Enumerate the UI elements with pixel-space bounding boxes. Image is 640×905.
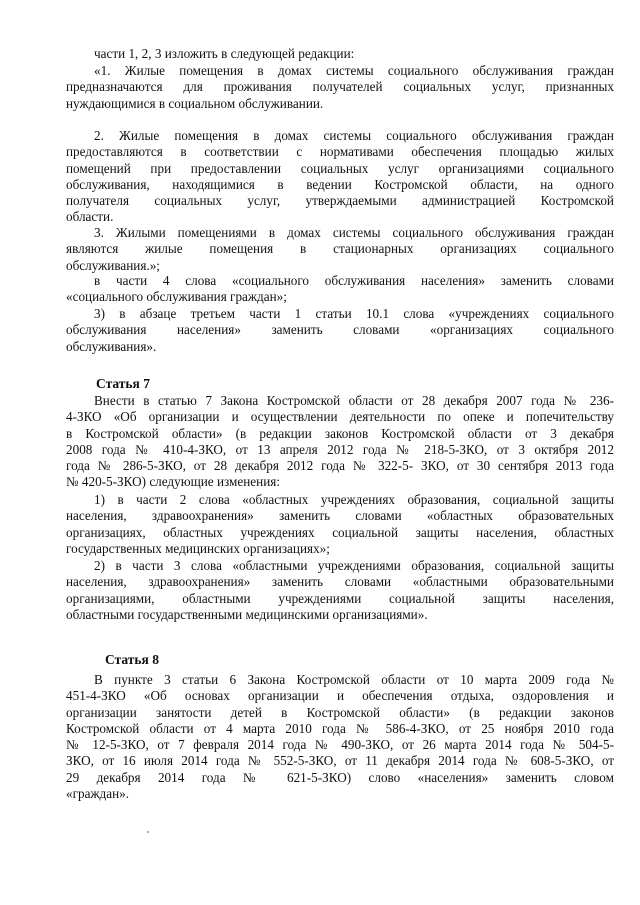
text-line: 2008 года № 410-4-ЗКО, от 13 апреля 2012 года № 218-5-ЗКО, от 3 октября 2012: [66, 441, 614, 457]
article-8-heading: Статья 8: [105, 652, 159, 667]
text-line: области.: [66, 209, 114, 225]
text-line: 451-4-ЗКО «Об основах организации и обеспечения отдыха, оздоровления и: [66, 688, 614, 704]
text-line: предоставляются в соответствии с нормативами обеспечения площадью жилых: [66, 144, 614, 160]
text-line: 2) в части 3 слова «областными учреждениями образования, социальной защиты: [94, 558, 614, 573]
scan-speck: [147, 831, 149, 833]
paragraph-item-1: [66, 63, 614, 112]
text-line: № 420-5-ЗКО) следующие изменения:: [66, 474, 280, 490]
paragraph-item-4: [66, 273, 614, 306]
text-line: получателя социальных услуг, утверждаемыми администрацией Костромской: [66, 193, 614, 209]
article-7-paragraph-2: [66, 492, 614, 557]
text-line: обслуживания населения» заменить словами «организациях социального: [66, 322, 614, 338]
text-line: организациями, областными учреждениями социальной защиты населения,: [66, 590, 614, 606]
text-line: 1) в части 2 слова «областных учреждениях образования, социальной защиты: [94, 492, 614, 507]
text-line: В пункте 3 статьи 6 Закона Костромской области от 10 марта 2009 года №: [94, 672, 614, 687]
text-line: 4-ЗКО «Об организации и осуществлении деятельности по опеке и попечительству: [66, 409, 614, 425]
text-line: помещений при предоставлении социальных услуг организациями социального: [66, 160, 614, 176]
paragraph-item-5: [66, 306, 614, 355]
text-line: 29 декабря 2014 года № 621-5-ЗКО) слово «населения» заменить словом: [66, 769, 614, 785]
text-line: «граждан».: [66, 786, 130, 802]
paragraph-item-2: [66, 128, 614, 226]
text-line: населения, здравоохранения» заменить словами «областных образовательных: [66, 508, 614, 524]
text-line: 3. Жилыми помещениями в домах системы социального обслуживания граждан: [94, 225, 614, 240]
text-line: организации занятости детей в Костромской области» (в редакции законов: [66, 704, 614, 720]
article-7-paragraph-3: [66, 558, 614, 623]
text-line: государственных медицинских организациях»;: [66, 540, 330, 556]
text-line: являются жилые помещения в стационарных организациях социального: [66, 241, 614, 257]
text-line: части 1, 2, 3 изложить в следующей редакции:: [94, 46, 355, 61]
paragraph-item-3: [66, 225, 614, 274]
text-line: обслуживания.»;: [66, 257, 160, 273]
text-line: ЗКО, от 16 июля 2014 года № 552-5-ЗКО, от 11 декабря 2014 года № 608-5-ЗКО, от: [66, 753, 614, 769]
article-8-paragraph-1: [66, 672, 614, 802]
text-line: Внести в статью 7 Закона Костромской области от 28 декабря 2007 года № 236-: [94, 393, 614, 408]
text-line: обслуживания, находящимися в ведении Костромской области, на одного: [66, 176, 614, 192]
text-line: 3) в абзаце третьем части 1 статьи 10.1 слова «учреждениях социального: [94, 306, 614, 321]
text-line: № 12-5-ЗКО, от 7 февраля 2014 года № 490-ЗКО, от 26 марта 2014 года № 504-5-: [66, 737, 614, 753]
text-line: года № 286-5-ЗКО, от 28 декабря 2012 года № 322-5- ЗКО, от 30 сентября 2013 года: [66, 458, 614, 474]
text-line: в части 4 слова «социального обслуживания населения» заменить словами: [94, 273, 614, 288]
text-line: в Костромской области» (в редакции законов Костромской области от 3 декабря: [66, 425, 614, 441]
article-7-heading: Статья 7: [96, 376, 150, 391]
text-line: Костромской области от 4 марта 2010 года № 586-4-ЗКО, от 25 ноября 2010 года: [66, 720, 614, 736]
text-line: 2. Жилые помещения в домах системы социального обслуживания граждан: [94, 128, 614, 143]
text-line: предназначаются для проживания получателей социальных услуг, признанных: [66, 79, 614, 95]
text-line: «социального обслуживания граждан»;: [66, 289, 287, 305]
text-line: населения, здравоохранения» заменить словами «областными образовательными: [66, 574, 614, 590]
text-line: организациях, областных учреждениях социальной защиты населения, областных: [66, 524, 614, 540]
article-7-paragraph-1: [66, 393, 614, 491]
text-line: обслуживания».: [66, 338, 157, 354]
text-line: «1. Жилые помещения в домах системы социального обслуживания граждан: [94, 63, 614, 78]
text-line: нуждающимися в социальном обслуживании.: [66, 95, 324, 111]
text-line: областными государственными медицинскими организациями».: [66, 606, 428, 622]
intro-line: [94, 46, 614, 62]
